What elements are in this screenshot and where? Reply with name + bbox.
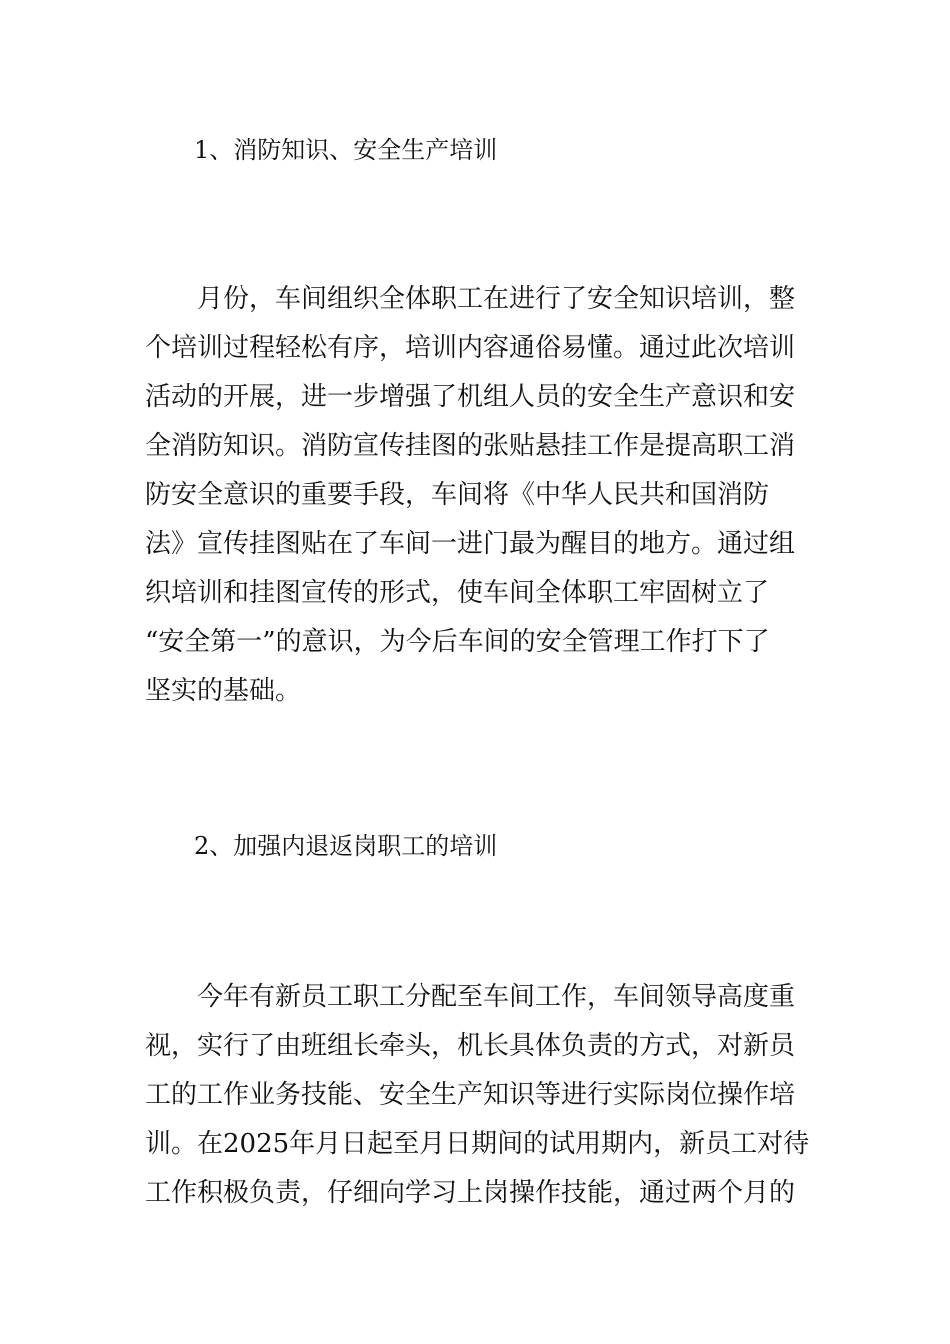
paragraph-line: 织培训和挂图宣传的形式，使车间全体职工牢固树立了 [145,578,770,608]
paragraph-line: “安全第一”的意识，为今后车间的安全管理工作打下了 [145,627,770,657]
section-2-paragraph [145,973,809,1218]
paragraph-line: 月份，车间组织全体职工在进行了安全知识培训，整 [145,284,796,314]
paragraph-line: 法》宣传挂图贴在了车间一进门最为醒目的地方。通过组 [145,529,796,559]
paragraph-line: 工的工作业务技能、安全生产知识等进行实际岗位操作培 [145,1080,796,1110]
section-1-paragraph [145,275,809,716]
paragraph-line: 训。在2025年月日起至月日期间的试用期内，新员工对待 [145,1129,809,1159]
paragraph-line: 今年有新员工职工分配至车间工作，车间领导高度重 [145,982,796,1012]
paragraph-line: 坚实的基础。 [145,676,302,706]
paragraph-line: 视，实行了由班组长牵头，机长具体负责的方式，对新员 [145,1031,796,1061]
paragraph-line: 防安全意识的重要手段，车间将《中华人民共和国消防 [145,480,770,510]
paragraph-line: 个培训过程轻松有序，培训内容通俗易懂。通过此次培训 [145,333,796,363]
paragraph-line: 工作积极负责，仔细向学习上岗操作技能，通过两个月的 [145,1178,796,1208]
section-2-heading: 2、加强内退返岗职工的培训 [194,832,498,860]
paragraph-line: 全消防知识。消防宣传挂图的张贴悬挂工作是提高职工消 [145,431,796,461]
section-1-heading: 1、消防知识、安全生产培训 [194,136,498,164]
paragraph-line: 活动的开展，进一步增强了机组人员的安全生产意识和安 [145,382,796,412]
